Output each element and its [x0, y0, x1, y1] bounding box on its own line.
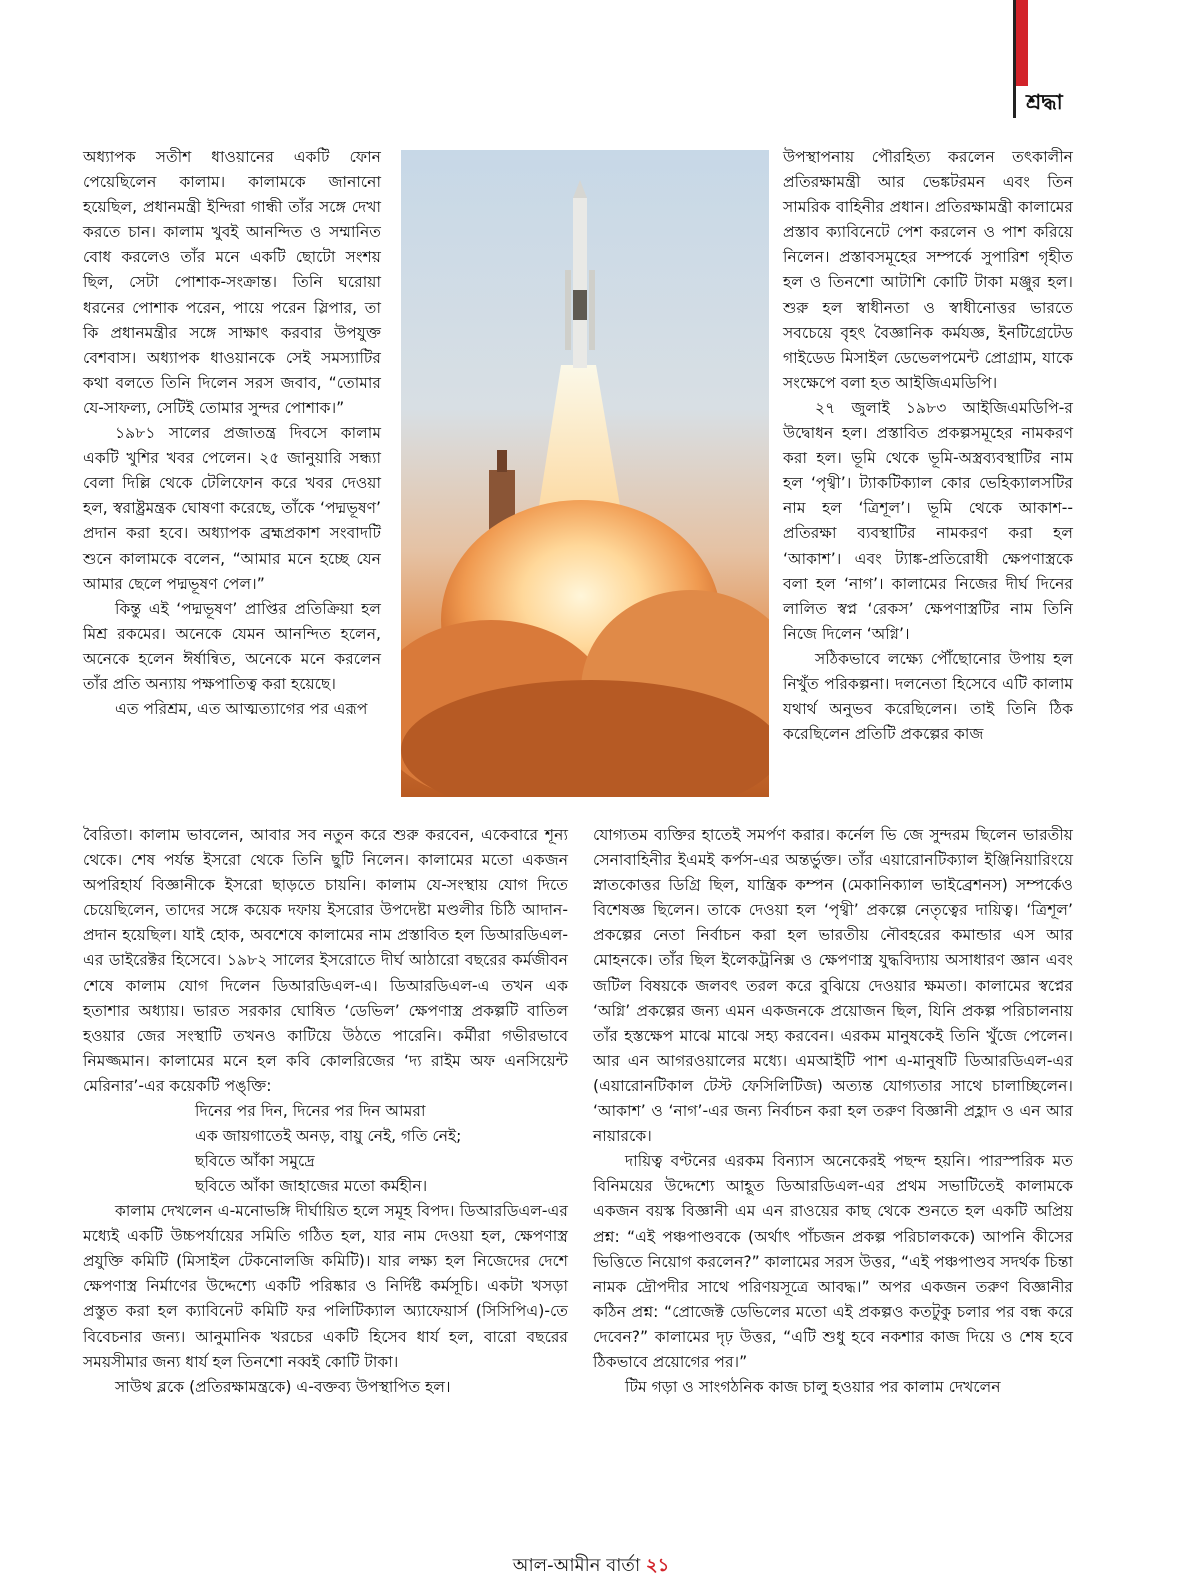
paragraph: ১৯৮১ সালের প্রজাতন্ত্র দিবসে কালাম একটি খুশির খবর পেলেন। ২৫ জানুয়ারি সন্ধ্যা বেলা দিল্লি থেকে টেলিফোন করে খবর দেওয়া হল, স্বরাষ্ট্রমন্ত্রক ঘোষণা করেছে, তাঁকে ‘পদ্মভূষণ’ প্রদান করা হবে। অধ্যাপক ব্রহ্মপ্রকাশ সংবাদটি শুনে কালামকে বলেন, “আমার মনে হচ্ছে যেন আমার ছেলে পদ্মভূষণ পেল।” [83, 424, 381, 593]
header-accent-bar [1015, 0, 1028, 86]
paragraph: ২৭ জুলাই ১৯৮৩ আইজিএমডিপি-র উদ্বোধন হল। প্রস্তাবিত প্রকল্পসমূহের নামকরণ করা হল। ভূমি থেকে ভূমি-অস্ত্রব্যবস্থাটির নাম হল ‘পৃথ্বী’। ট্যাকটিক্যাল কোর ভেহিক্যালসটির নাম হল ‘ত্রিশূল’। ভূমি থেকে আকাশ-- প্রতিরক্ষা ব্যবস্থাটির নামকরণ করা হল ‘আকাশ’। এবং ট্যাঙ্ক-প্রতিরোধী ক্ষেপণাস্ত্রকে বলা হল ‘নাগ’। কালামের নিজের দীর্ঘ দিনের লালিত স্বপ্ন ‘রেকস’ ক্ষেপণাস্ত্রটির নাম তিনি নিজে দিলেন ‘অগ্নি’। [783, 398, 1073, 643]
paragraph: এত পরিশ্রম, এত আত্মত্যাগের পর এরূপ [115, 700, 368, 719]
paragraph: উপস্থাপনায় পৌরহিত্য করলেন তৎকালীন প্রতিরক্ষামন্ত্রী আর ভেঙ্কটরমন এবং তিন সামরিক বাহিনীর প্রধান। প্রতিরক্ষামন্ত্রী কালামের প্রস্তাব ক্যাবিনেটে পেশ করলেন ও পাশ করিয়ে নিলেন। প্রস্তাবসমূহের সম্পর্কে সুপারিশ গৃহীত হল ও তিনশো আটাশি কোটি টাকা মঞ্জুর হল। শুরু হল স্বাধীনতা ও স্বাধীনোত্তর ভারতে সবচেয়ে বৃহৎ বৈজ্ঞানিক কর্মযজ্ঞ, ইনটিগ্রেটেড গাইডেড মিসাইল ডেভেলপমেন্ট প্রোগ্রাম, যাকে সংক্ষেপে বলা হত আইজিএমডিপি। [783, 148, 1073, 392]
paragraph: যোগ্যতম ব্যক্তির হাতেই সমর্পণ করার। কর্নেল ভি জে সুন্দরম ছিলেন ভারতীয় সেনাবাহিনীর ইএমই কর্পস-এর অন্তর্ভুক্ত। তাঁর এয়ারোনটিক্যাল ইঞ্জিনিয়ারিংয়ে স্নাতকোত্তর ডিগ্রি ছিল, যান্ত্রিক কম্পন (মেকানিক্যাল ভাইব্রেশনস) সম্পর্কেও বিশেষজ্ঞ ছিলেন। তাকে দেওয়া হল ‘পৃথ্বী’ প্রকল্পে নেতৃত্বের দায়িত্ব। ‘ত্রিশূল’ প্রকল্পের নেতা নির্বাচন করা হল ভারতীয় নৌবহরের কমান্ডার এস আর মোহনকে। তাঁর ছিল ইলেকট্রনিক্স ও ক্ষেপণাস্ত্র যুদ্ধবিদ্যায় অসাধারণ জ্ঞান এবং জটিল বিষয়কে জলবৎ তরল করে বুঝিয়ে দেওয়ার ক্ষমতা। কালামের স্বপ্নের ‘অগ্নি’ প্রকল্পের জন্য এমন একজনকে প্রয়োজন ছিল, যিনি প্রকল্প পরিচালনায় তাঁর হস্তক্ষেপ মাঝে মাঝে সহ্য করবেন। এরকম মানুষকেই তিনি খুঁজে পেলেন। আর এন আগরওয়ালের মধ্যে। এমআইটি পাশ এ-মানুষটি ডিআরডিএল-এর (এয়ারোনটিকাল টেস্ট ফেসিলিটিজ) অত্যন্ত যোগ্যতার সাথে চালাচ্ছিলেন। ‘আকাশ’ ও ‘নাগ’-এর জন্য নির্বাচন করা হল তরুণ বিজ্ঞানী প্রহ্লাদ ও এন আর নায়ারকে। [593, 826, 1073, 1146]
poem-line: দিনের পর দিন, দিনের পর দিন আমরা [195, 1102, 426, 1121]
poem-quote [83, 1099, 568, 1199]
paragraph: টিম গড়া ও সাংগঠনিক কাজ চালু হওয়ার পর কালাম দেখলেন [625, 1378, 1001, 1397]
column-lower-right [593, 823, 1073, 1400]
column-right [783, 145, 1073, 747]
paragraph: বৈরিতা। কালাম ভাবলেন, আবার সব নতুন করে শুরু করবেন, একেবারে শূন্য থেকে। শেষ পর্যন্ত ইসরো থেকে তিনি ছুটি নিলেন। কালামের মতো একজন অপরিহার্য বিজ্ঞানীকে ইসরো ছাড়তে চায়নি। কালাম যে-সংস্থায় যোগ দিতে চেয়েছিলেন, তাদের সঙ্গে কয়েক দফায় ইসরোর উপদেষ্টা মণ্ডলীর চিঠি আদান-প্রদান হয়েছিল। যাই হোক, অবশেষে কালামের নাম প্রস্তাবিত হল ডিআরডিএল-এর ডাইরেক্টর হিসেবে। ১৯৮২ সালের ইসরোতে দীর্ঘ আঠারো বছরের কর্মজীবন শেষে কালাম যোগ দিলেন ডিআরডিএল-এ। ডিআরডিএল-এ তখন এক হতাশার অধ্যায়। ভারত সরকার ঘোষিত ‘ডেভিল’ ক্ষেপণাস্ত্র প্রকল্পটি বাতিল হওয়ার জের সংস্থাটি তখনও কাটিয়ে উঠতে পারেনি। কর্মীরা গভীরভাবে নিমজ্জমান। কালামের মনে হল কবি কোলরিজের ‘দ্য রাইম অফ এনসিয়েন্ট মেরিনার’-এর কয়েকটি পঙ্‌ক্তি: [83, 826, 568, 1095]
paragraph: দায়িত্ব বণ্টনের এরকম বিন্যাস অনেকেরই পছন্দ হয়নি। পারস্পরিক মত বিনিময়ের উদ্দেশ্যে আহূত ডিআরডিএল-এর প্রথম সভাটিতেই কালামকে একজন বয়স্ক বিজ্ঞানী এম এন রাওয়ের কাছ থেকে শুনতে হল একটি অপ্রিয় প্রশ্ন: “এই পঞ্চপাণ্ডবকে (অর্থাৎ পাঁচজন প্রকল্প পরিচালককে) আপনি কীসের ভিত্তিতে নিয়োগ করলেন?” কালামের সরস উত্তর, “এই পঞ্চপাণ্ডব সদর্থক চিন্তা নামক দ্রৌপদীর সাথে পরিণয়সূত্রে আবদ্ধ।” অপর একজন তরুণ বিজ্ঞানীর কঠিন প্রশ্ন: “প্রোজেক্ট ডেভিলের মতো এই প্রকল্পও কতটুকু চলার পর বন্ধ করে দেবেন?” কালামের দৃঢ় উত্তর, “এটি শুধু হবে নকশার কাজ দিয়ে ও শেষ হবে ঠিকভাবে প্রয়োগের পর।” [593, 1152, 1073, 1371]
paragraph: কালাম দেখলেন এ-মনোভঙ্গি দীর্ঘায়িত হলে সমূহ বিপদ। ডিআরডিএল-এর মধ্যেই একটি উচ্চপর্যায়ের সমিতি গঠিত হল, যার নাম দেওয়া হল, ক্ষেপণাস্ত্র প্রযুক্তি কমিটি (মিসাইল টেকনোলজি কমিটি)। যার লক্ষ্য হল নিজেদের দেশে ক্ষেপণাস্ত্র নির্মাণের উদ্দেশ্যে একটি পরিষ্কার ও নির্দিষ্ট কর্মসূচি। একটা খসড়া প্রস্তুত করা হল ক্যাবিনেট কমিটি ফর পলিটিক্যাল অ্যাফেয়ার্স (সিসিপিএ)-তে বিবেচনার জন্য। আনুমানিক খরচের একটি হিসেব ধার্য হল, বারো বছরের সময়সীমার জন্য ধার্য হল তিনশো নব্বই কোটি টাকা। [83, 1202, 568, 1371]
poem-line: এক জায়গাতেই অনড়, বায়ু নেই, গতি নেই; [195, 1127, 462, 1146]
column-left [83, 145, 381, 722]
page-footer [0, 1551, 1182, 1582]
rocket-launch-photo [401, 150, 769, 797]
poem-line: ছবিতে আঁকা সমুদ্রে [195, 1152, 315, 1171]
paragraph: সঠিকভাবে লক্ষ্যে পৌঁছোনোর উপায় হল নিখুঁত পরিকল্পনা। দলনেতা হিসেবে এটি কালাম যথার্থ অনুভব করেছিলেন। তাই তিনি ঠিক করেছিলেন প্রতিটি প্রকল্পের কাজ [783, 649, 1073, 744]
column-lower-left [83, 823, 568, 1400]
section-title: শ্রদ্ধা [1026, 90, 1063, 114]
poem-line: ছবিতে আঁকা জাহাজের মতো কর্মহীন। [195, 1177, 428, 1196]
rocket-launch-illustration [401, 150, 769, 797]
page-number: ২১ [645, 1555, 670, 1576]
header-divider [1013, 0, 1016, 118]
paragraph: কিন্তু এই ‘পদ্মভূষণ’ প্রাপ্তির প্রতিক্রিয়া হল মিশ্র রকমের। অনেকে যেমন আনন্দিত হলেন, অনেকে হলেন ঈর্ষান্বিত, অনেকে মনে করলেন তাঁর প্রতি অন্যায় পক্ষপাতিত্ব করা হয়েছে। [83, 599, 381, 693]
paragraph: সাউথ ব্লকে (প্রতিরক্ষামন্ত্রকে) এ-বক্তব্য উপস্থাপিত হল। [115, 1377, 451, 1396]
paragraph: অধ্যাপক সতীশ ধাওয়ানের একটি ফোন পেয়েছিলেন কালাম। কালামকে জানানো হয়েছিল, প্রধানমন্ত্রী ইন্দিরা গান্ধী তাঁর সঙ্গে দেখা করতে চান। কালাম খুবই আনন্দিত ও সম্মানিত বোধ করলেও তাঁর মনে একটি ছোটো সংশয় ছিল, সেটা পোশাক-সংক্রান্ত। তিনি ঘরোয়া ধরনের পোশাক পরেন, পায়ে পরেন স্লিপার, তা কি প্রধানমন্ত্রীর সঙ্গে সাক্ষাৎ করবার উপযুক্ত বেশবাস। অধ্যাপক ধাওয়ানকে সেই সমস্যাটির কথা বলতে তিনি দিলেন সরস জবাব, “তোমার যে-সাফল্য, সেটিই তোমার সুন্দর পোশাক।” [83, 148, 381, 417]
publication-name: আল-আমীন বার্তা [512, 1555, 641, 1576]
